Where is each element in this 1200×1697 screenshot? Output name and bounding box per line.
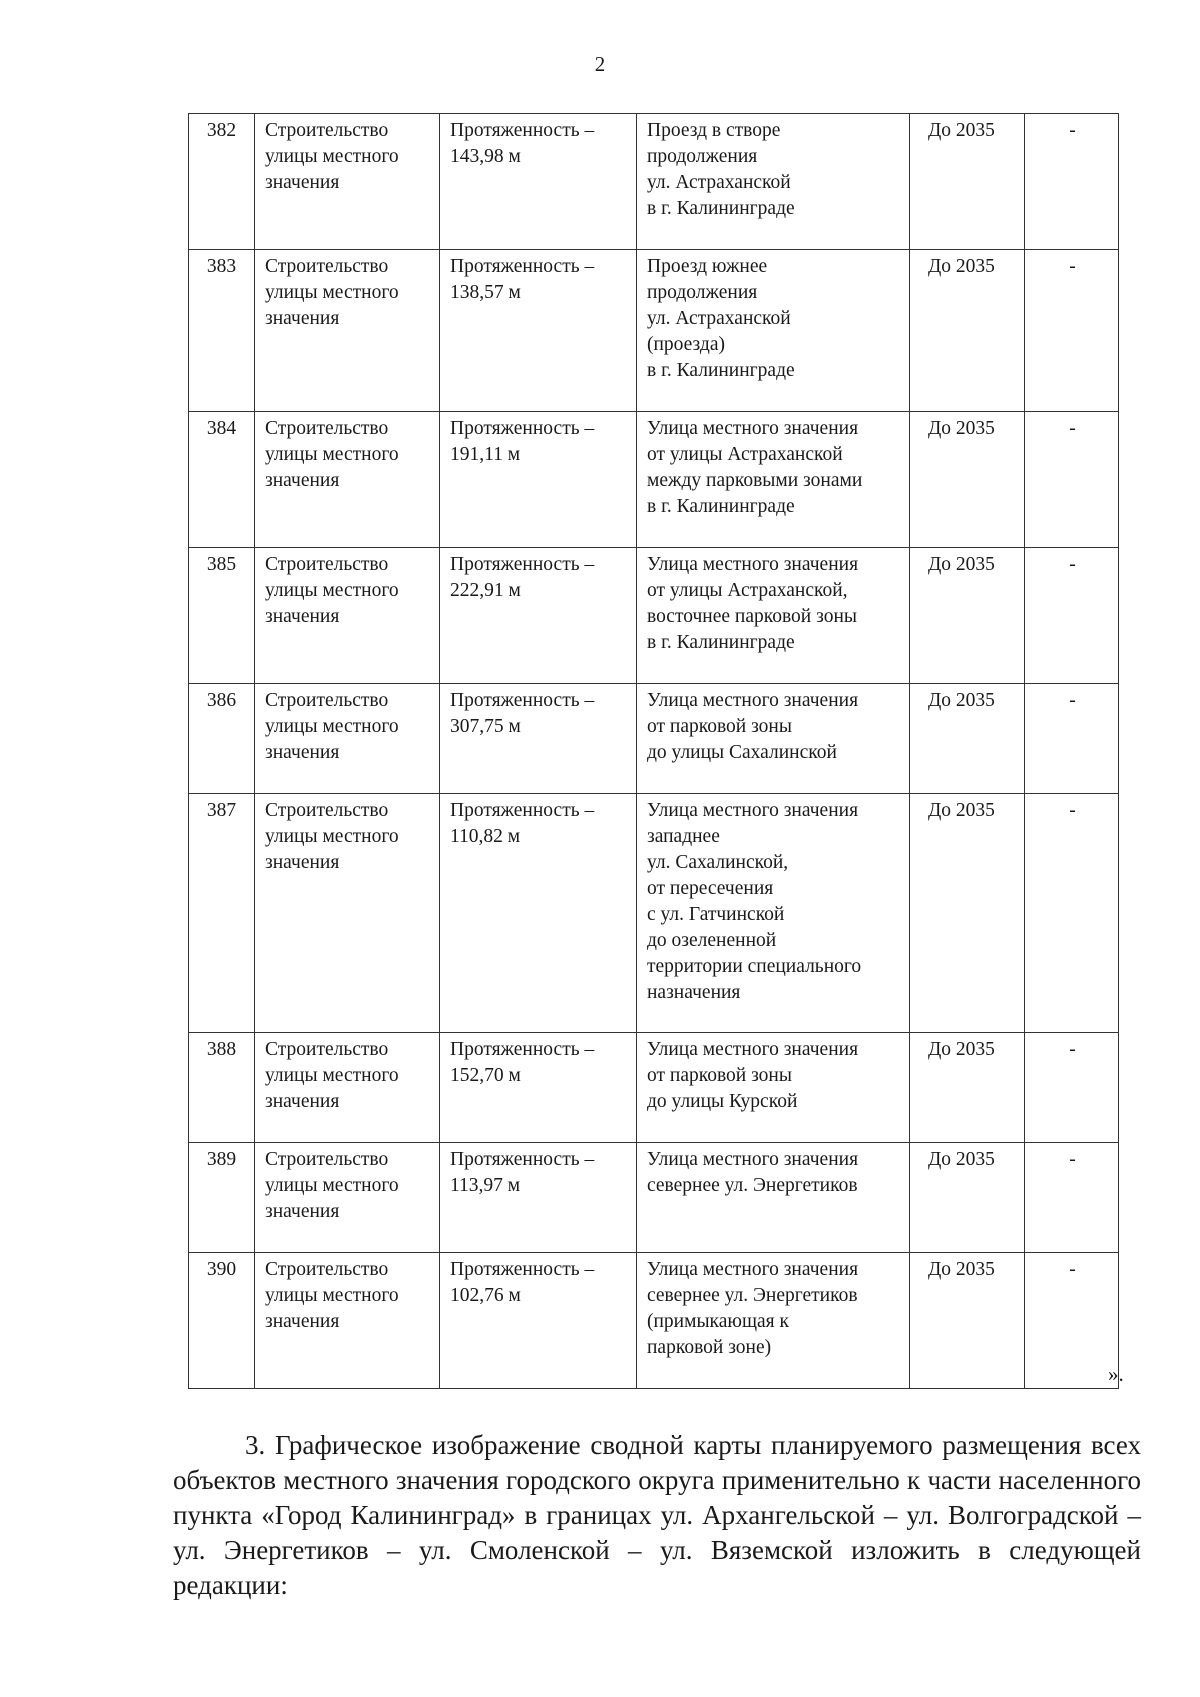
cell-location: Улица местного значения севернее ул. Энергетиков (примыкающая к парковой зоне) [637,1253,910,1389]
cell-length: Протяженность – 113,97 м [440,1143,637,1253]
cell-object-type: Строительство улицы местного значения [255,412,440,548]
cell-location: Проезд в створе продолжения ул. Астраханской в г. Калининграде [637,114,910,250]
cell-location: Улица местного значения севернее ул. Энергетиков [637,1143,910,1253]
cell-number: 389 [189,1143,255,1253]
cell-location: Проезд южнее продолжения ул. Астраханской (проезда) в г. Калининграде [637,250,910,412]
cell-number: 386 [189,684,255,794]
table-row [189,684,1119,794]
cell-length: Протяженность – 102,76 м [440,1253,637,1389]
cell-length: Протяженность – 191,11 м [440,412,637,548]
table-row [189,412,1119,548]
cell-term: До 2035 [910,794,1025,1033]
page-number: 2 [594,52,606,76]
cell-number: 383 [189,250,255,412]
cell-note: - [1025,794,1119,1033]
cell-length: Протяженность – 143,98 м [440,114,637,250]
paragraph-3: 3. Графическое изображение сводной карты планируемого размещения всех объектов местного значения городского округа применительно к части населенного пункта «Город Калининград» в границах ул. Архангельской – ул. Волгоградской – ул. Энергетиков – ул. Смоленской – ул. Вяземской изложить в следующей редакции: [173,1430,1141,1600]
cell-object-type: Строительство улицы местного значения [255,794,440,1033]
cell-note: - [1025,684,1119,794]
cell-object-type: Строительство улицы местного значения [255,114,440,250]
cell-term: До 2035 [910,1253,1025,1389]
cell-object-type: Строительство улицы местного значения [255,684,440,794]
cell-object-type: Строительство улицы местного значения [255,250,440,412]
cell-location: Улица местного значения от парковой зоны до улицы Сахалинской [637,684,910,794]
cell-note: - [1025,1253,1119,1389]
cell-location: Улица местного значения западнее ул. Сахалинской, от пересечения с ул. Гатчинской до озелененной территории специального назначения [637,794,910,1033]
cell-note: - [1025,412,1119,548]
cell-term: До 2035 [910,1143,1025,1253]
cell-length: Протяженность – 110,82 м [440,794,637,1033]
cell-number: 390 [189,1253,255,1389]
cell-number: 387 [189,794,255,1033]
cell-note: - [1025,250,1119,412]
cell-location: Улица местного значения от улицы Астраханской, восточнее парковой зоны в г. Калининграде [637,548,910,684]
cell-length: Протяженность – 138,57 м [440,250,637,412]
table-row [189,548,1119,684]
cell-object-type: Строительство улицы местного значения [255,1143,440,1253]
cell-location: Улица местного значения от парковой зоны до улицы Курской [637,1033,910,1143]
cell-number: 382 [189,114,255,250]
table-row [189,1033,1119,1143]
cell-object-type: Строительство улицы местного значения [255,548,440,684]
cell-term: До 2035 [910,114,1025,250]
objects-table-body [189,114,1119,1389]
cell-number: 384 [189,412,255,548]
objects-table [188,113,1119,1389]
cell-note: - [1025,1143,1119,1253]
table-row [189,794,1119,1033]
cell-length: Протяженность – 222,91 м [440,548,637,684]
cell-term: До 2035 [910,684,1025,794]
table-row [189,250,1119,412]
cell-length: Протяженность – 307,75 м [440,684,637,794]
table-row [189,1253,1119,1389]
cell-object-type: Строительство улицы местного значения [255,1033,440,1143]
table-row [189,1143,1119,1253]
cell-object-type: Строительство улицы местного значения [255,1253,440,1389]
cell-note: - [1025,1033,1119,1143]
cell-location: Улица местного значения от улицы Астраханской между парковыми зонами в г. Калининграде [637,412,910,548]
cell-number: 385 [189,548,255,684]
cell-term: До 2035 [910,1033,1025,1143]
cell-term: До 2035 [910,548,1025,684]
cell-length: Протяженность – 152,70 м [440,1033,637,1143]
closing-quote-mark: ». [1108,1362,1124,1386]
cell-term: До 2035 [910,412,1025,548]
cell-note: - [1025,114,1119,250]
cell-number: 388 [189,1033,255,1143]
cell-term: До 2035 [910,250,1025,412]
cell-note: - [1025,548,1119,684]
table-row [189,114,1119,250]
